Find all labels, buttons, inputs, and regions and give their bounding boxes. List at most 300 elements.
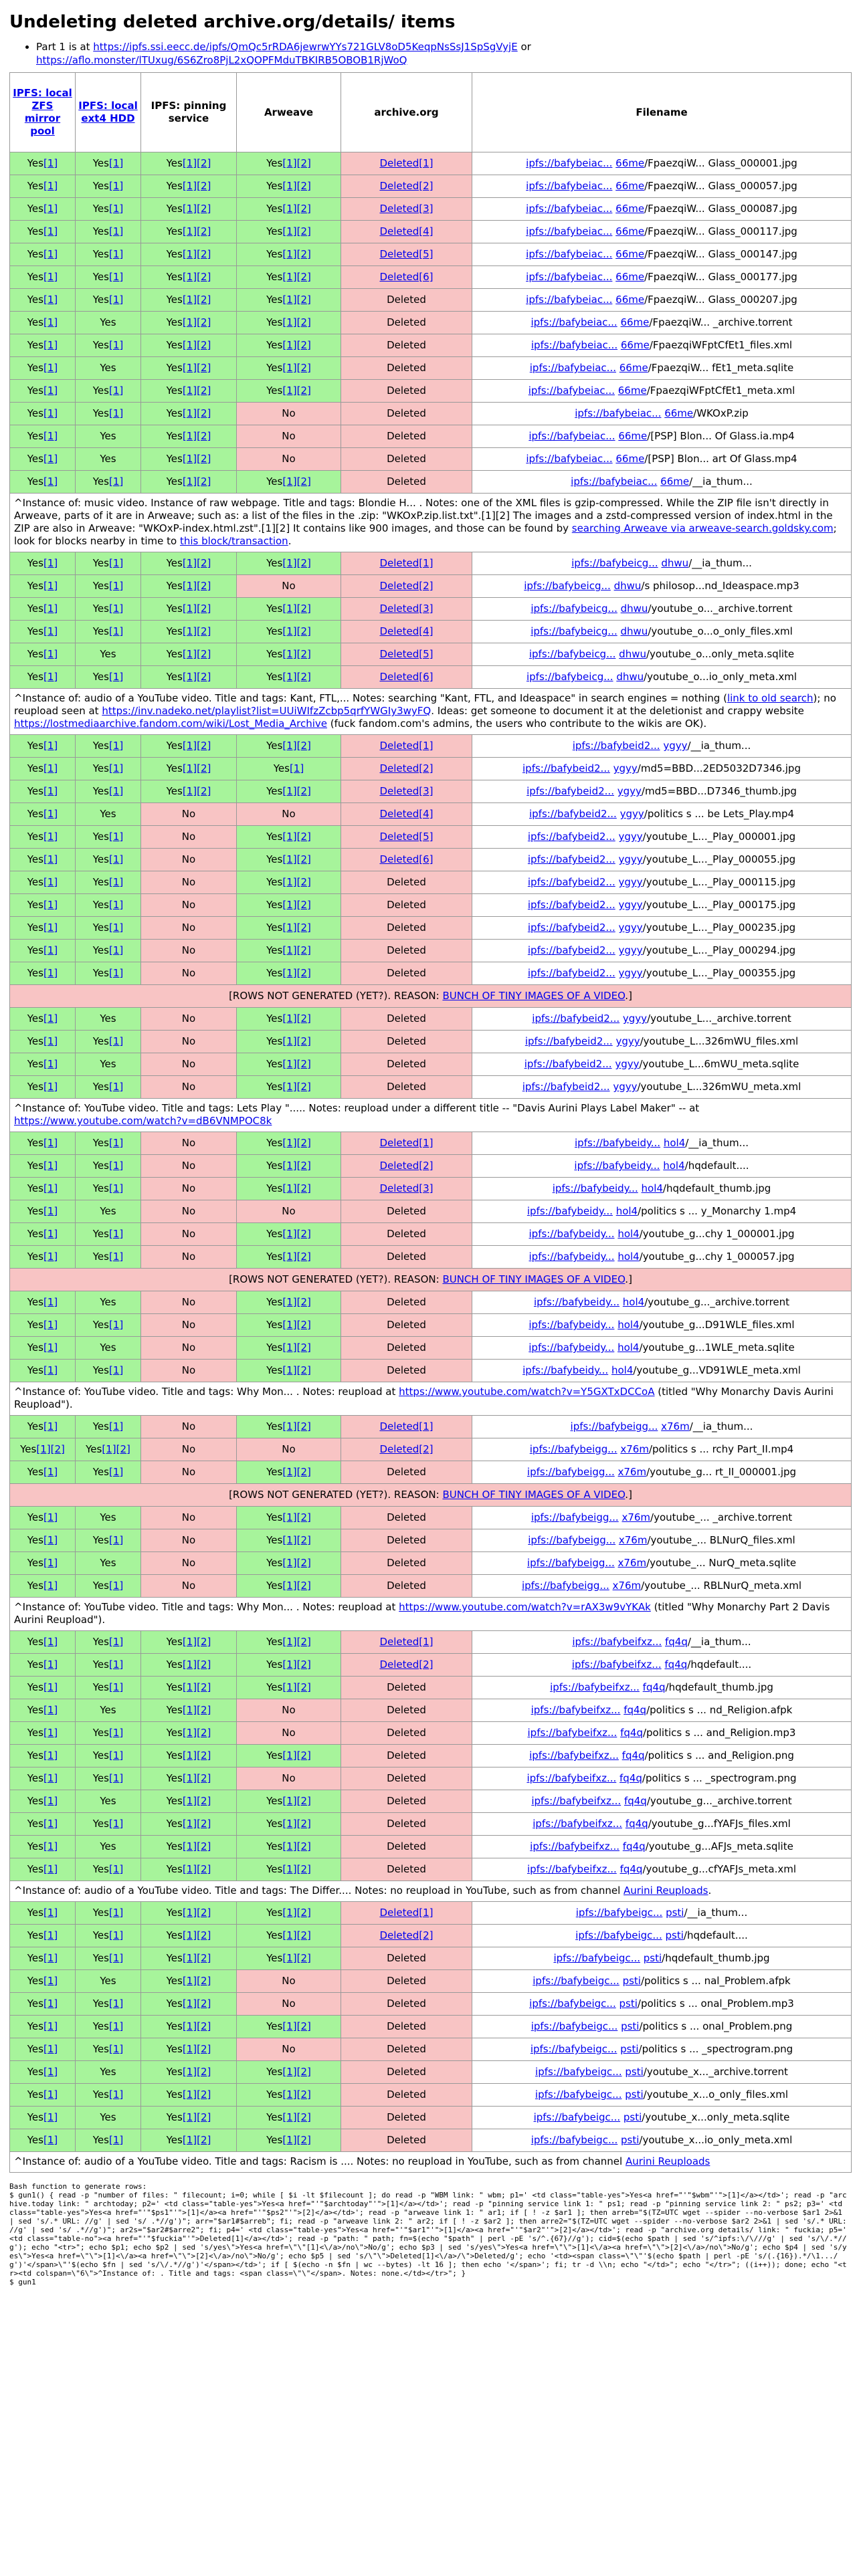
ipfs-path-link[interactable]: ipfs://bafybeiac...	[526, 157, 613, 169]
cell-ipfs-pinning-ref-link[interactable]: [1]	[182, 1975, 197, 1987]
ipfs-path-link[interactable]: ipfs://bafybeigc...	[531, 2020, 618, 2032]
ipfs-path-link[interactable]: ipfs://bafybeifxz...	[533, 1818, 623, 1830]
cell-arweave-ref-link[interactable]: [1]	[282, 1296, 297, 1308]
cell-ipfs-pinning-ref-link[interactable]: [2]	[197, 1929, 211, 1941]
cell-ipfs-local-hdd-ref-link[interactable]: [1]	[108, 1863, 124, 1875]
cell-arweave-ref-link[interactable]: [2]	[296, 740, 311, 752]
cell-arweave-ref-link[interactable]: [1]	[282, 1952, 297, 1964]
cell-ipfs-local-hdd-ref-link[interactable]: [1]	[102, 1443, 116, 1455]
cell-arweave-ref-link[interactable]: [2]	[296, 671, 311, 683]
header-ipfs-local-mirror[interactable]	[10, 73, 76, 152]
cell-ipfs-local-hdd-ref-link[interactable]: [1]	[108, 385, 124, 397]
ipfs-path-link[interactable]: ipfs://bafybeifxz...	[531, 1795, 622, 1807]
cell-arweave-ref-link[interactable]: [2]	[296, 1228, 311, 1240]
cell-ipfs-pinning-ref-link[interactable]: [1]	[182, 1704, 197, 1716]
cell-ipfs-pinning-ref-link[interactable]: [2]	[197, 475, 211, 488]
cell-arweave-ref-link[interactable]: [2]	[296, 1749, 311, 1761]
note-link[interactable]: this block/transaction	[179, 535, 288, 547]
cell-ipfs-local-hdd-ref-link[interactable]: [1]	[108, 740, 124, 752]
cell-arweave-ref-link[interactable]: [1]	[282, 1251, 297, 1263]
cell-ipfs-local-mirror-ref-link[interactable]: [1]	[43, 785, 58, 797]
cell-ipfs-local-mirror-ref-link[interactable]: [1]	[43, 1182, 58, 1194]
cell-ipfs-pinning-ref-link[interactable]: [2]	[197, 385, 211, 397]
cell-archive-org-link[interactable]: Deleted[3]	[379, 1182, 434, 1194]
cell-ipfs-local-hdd-ref-link[interactable]: [1]	[108, 157, 124, 169]
item-id-link[interactable]: dhwu	[619, 648, 646, 660]
cell-ipfs-pinning-ref-link[interactable]: [1]	[182, 2134, 197, 2146]
cell-arweave-ref-link[interactable]: [1]	[282, 1319, 297, 1331]
ipfs-path-link[interactable]: ipfs://bafybeigc...	[535, 2066, 622, 2078]
item-id-link[interactable]: fq4q	[619, 1772, 642, 1784]
cell-ipfs-local-hdd-ref-link[interactable]: [1]	[108, 2043, 124, 2055]
cell-arweave-ref-link[interactable]: [1]	[282, 339, 297, 351]
cell-ipfs-local-hdd-ref-link[interactable]: [1]	[108, 1658, 124, 1671]
cell-archive-org-link[interactable]: Deleted[1]	[379, 157, 434, 169]
ipfs-path-link[interactable]: ipfs://bafybeid2...	[524, 1035, 613, 1047]
ipfs-path-link[interactable]: ipfs://bafybeid2...	[572, 740, 660, 752]
cell-arweave-ref-link[interactable]: [1]	[282, 248, 297, 260]
item-id-link[interactable]: dhwu	[616, 671, 644, 683]
cell-ipfs-pinning-ref-link[interactable]: [2]	[197, 453, 211, 465]
cell-ipfs-pinning-ref-link[interactable]: [2]	[197, 2020, 211, 2032]
cell-arweave-ref-link[interactable]: [1]	[282, 648, 297, 660]
item-id-link[interactable]: psti	[621, 2134, 640, 2146]
ipfs-path-link[interactable]: ipfs://bafybeigg...	[531, 1511, 619, 1523]
cell-ipfs-local-mirror-ref-link[interactable]: [1]	[43, 271, 58, 283]
cell-ipfs-pinning-ref-link[interactable]: [2]	[197, 1681, 211, 1693]
cell-ipfs-pinning-ref-link[interactable]: [2]	[197, 580, 211, 592]
cell-ipfs-local-mirror-ref-link[interactable]: [1]	[43, 1296, 58, 1308]
item-id-link[interactable]: ygyy	[613, 762, 638, 774]
item-id-link[interactable]: ygyy	[615, 1058, 640, 1070]
ipfs-path-link[interactable]: ipfs://bafybeidy...	[529, 1228, 615, 1240]
cell-arweave-ref-link[interactable]: [1]	[282, 1636, 297, 1648]
ipfs-path-link[interactable]: ipfs://bafybeicg...	[571, 557, 658, 569]
item-id-link[interactable]: 66me	[620, 316, 650, 328]
cell-ipfs-pinning-ref-link[interactable]: [1]	[182, 1998, 197, 2010]
item-id-link[interactable]: ygyy	[663, 740, 688, 752]
cell-ipfs-pinning-ref-link[interactable]: [2]	[197, 671, 211, 683]
item-id-link[interactable]: ygyy	[618, 922, 643, 934]
cell-arweave-ref-link[interactable]: [1]	[282, 1137, 297, 1149]
item-id-link[interactable]: 66me	[617, 385, 647, 397]
cell-ipfs-local-hdd-ref-link[interactable]: [1]	[108, 1251, 124, 1263]
cell-ipfs-pinning-ref-link[interactable]: [2]	[197, 157, 211, 169]
cell-ipfs-local-hdd-ref-link[interactable]: [1]	[108, 407, 124, 419]
cell-ipfs-local-hdd-ref-link[interactable]: [1]	[108, 2020, 124, 2032]
cell-archive-org-link[interactable]: Deleted[2]	[379, 762, 434, 774]
cell-ipfs-local-hdd-ref-link[interactable]: [1]	[108, 339, 124, 351]
cell-arweave-ref-link[interactable]: [1]	[282, 625, 297, 637]
item-id-link[interactable]: ygyy	[618, 831, 643, 843]
ipfs-path-link[interactable]: ipfs://bafybeidy...	[533, 1296, 620, 1308]
ipfs-path-link[interactable]: ipfs://bafybeifxz...	[527, 1727, 617, 1739]
cell-arweave-ref-link[interactable]: [1]	[282, 2066, 297, 2078]
cell-ipfs-local-hdd-ref-link[interactable]: [1]	[108, 1772, 124, 1784]
cell-ipfs-local-hdd-ref-link[interactable]: [1]	[108, 2134, 124, 2146]
cell-ipfs-local-hdd-ref-link[interactable]: [1]	[108, 1420, 124, 1432]
cell-archive-org-link[interactable]: Deleted[6]	[379, 271, 434, 283]
note-link[interactable]: Aurini Reuploads	[624, 1885, 708, 1897]
cell-ipfs-pinning-ref-link[interactable]: [2]	[197, 1863, 211, 1875]
ipfs-path-link[interactable]: ipfs://bafybeid2...	[529, 808, 617, 820]
cell-ipfs-local-hdd-ref-link[interactable]: [1]	[108, 899, 124, 911]
cell-arweave-ref-link[interactable]: [1]	[282, 740, 297, 752]
cell-arweave-ref-link[interactable]: [2]	[296, 625, 311, 637]
ipfs-path-link[interactable]: ipfs://bafybeiac...	[526, 225, 613, 237]
cell-ipfs-local-mirror-ref-link[interactable]: [1]	[43, 2020, 58, 2032]
item-id-link[interactable]: ygyy	[619, 808, 644, 820]
item-id-link[interactable]: fq4q	[664, 1658, 688, 1671]
cell-ipfs-local-mirror-ref-link[interactable]: [1]	[43, 603, 58, 615]
cell-arweave-ref-link[interactable]: [1]	[282, 1035, 297, 1047]
cell-ipfs-local-mirror-ref-link[interactable]: [1]	[43, 1466, 58, 1478]
cell-arweave-ref-link[interactable]: [2]	[296, 785, 311, 797]
cell-arweave-ref-link[interactable]: [1]	[282, 157, 297, 169]
cell-ipfs-local-mirror-ref-link[interactable]: [1]	[43, 922, 58, 934]
ipfs-path-link[interactable]: ipfs://bafybeifxz...	[527, 1772, 617, 1784]
cell-ipfs-pinning-ref-link[interactable]: [2]	[197, 1749, 211, 1761]
item-id-link[interactable]: fq4q	[622, 1840, 646, 1852]
note-link[interactable]: Aurini Reuploads	[625, 2155, 710, 2167]
cell-ipfs-local-mirror-ref-link[interactable]: [1]	[43, 362, 58, 374]
cell-ipfs-local-mirror-ref-link[interactable]: [1]	[43, 1205, 58, 1217]
ipfs-path-link[interactable]: ipfs://bafybeid2...	[527, 785, 614, 797]
cell-ipfs-local-mirror-ref-link[interactable]: [1]	[43, 294, 58, 306]
item-id-link[interactable]: x76m	[618, 1534, 648, 1546]
item-id-link[interactable]: x76m	[617, 1466, 647, 1478]
cell-ipfs-local-hdd-ref-link[interactable]: [1]	[108, 1907, 124, 1919]
item-id-link[interactable]: x76m	[620, 1443, 649, 1455]
cell-ipfs-local-mirror-ref-link[interactable]: [1]	[43, 1681, 58, 1693]
cell-ipfs-local-mirror-ref-link[interactable]: [1]	[43, 1511, 58, 1523]
cell-arweave-ref-link[interactable]: [2]	[296, 1137, 311, 1149]
cell-ipfs-local-mirror-ref-link[interactable]: [1]	[43, 385, 58, 397]
cell-arweave-ref-link[interactable]: [1]	[282, 1795, 297, 1807]
item-id-link[interactable]: ygyy	[618, 944, 643, 956]
cell-ipfs-local-hdd-ref-link[interactable]: [1]	[108, 557, 124, 569]
cell-ipfs-pinning-ref-link[interactable]: [2]	[197, 1952, 211, 1964]
cell-ipfs-pinning-ref-link[interactable]: [2]	[197, 2111, 211, 2123]
cell-ipfs-local-hdd-ref-link[interactable]: [1]	[108, 1081, 124, 1093]
cell-arweave-ref-link[interactable]: [1]	[282, 1929, 297, 1941]
item-id-link[interactable]: hol4	[617, 1319, 640, 1331]
cell-arweave-ref-link[interactable]: [2]	[296, 967, 311, 979]
ipfs-path-link[interactable]: ipfs://bafybeiac...	[571, 475, 658, 488]
cell-ipfs-local-mirror-ref-link[interactable]: [1]	[43, 1580, 58, 1592]
cell-archive-org-link[interactable]: Deleted[6]	[379, 853, 434, 865]
cell-ipfs-local-mirror-ref-link[interactable]: [1]	[43, 580, 58, 592]
item-id-link[interactable]: fq4q	[624, 1704, 647, 1716]
item-id-link[interactable]: 66me	[615, 294, 645, 306]
cell-arweave-ref-link[interactable]: [1]	[282, 1818, 297, 1830]
cell-arweave-ref-link[interactable]: [2]	[296, 1511, 311, 1523]
cell-archive-org-link[interactable]: Deleted[5]	[379, 648, 434, 660]
cell-arweave-ref-link[interactable]: [2]	[296, 1636, 311, 1648]
item-id-link[interactable]: dhwu	[620, 625, 648, 637]
cell-ipfs-local-mirror-ref-link[interactable]: [1]	[43, 1840, 58, 1852]
cell-ipfs-local-hdd-ref-link[interactable]: [1]	[108, 1636, 124, 1648]
item-id-link[interactable]: 66me	[619, 362, 648, 374]
cell-archive-org-link[interactable]: Deleted[2]	[379, 1929, 434, 1941]
cell-ipfs-local-hdd-ref-link[interactable]: [1]	[108, 1681, 124, 1693]
header-ipfs-local-hdd[interactable]	[76, 73, 141, 152]
cell-ipfs-pinning-ref-link[interactable]: [2]	[197, 648, 211, 660]
cell-ipfs-pinning-ref-link[interactable]: [2]	[197, 785, 211, 797]
cell-ipfs-local-mirror-ref-link[interactable]: [2]	[50, 1443, 65, 1455]
cell-ipfs-local-mirror-ref-link[interactable]: [1]	[43, 225, 58, 237]
cell-arweave-ref-link[interactable]: [1]	[282, 1658, 297, 1671]
item-id-link[interactable]: ygyy	[613, 1081, 638, 1093]
cell-ipfs-pinning-ref-link[interactable]: [1]	[182, 2066, 197, 2078]
cell-ipfs-pinning-ref-link[interactable]: [1]	[182, 1907, 197, 1919]
cell-arweave-ref-link[interactable]: [1]	[282, 1580, 297, 1592]
ipfs-path-link[interactable]: ipfs://bafybeigg...	[570, 1420, 658, 1432]
item-id-link[interactable]: 66me	[618, 430, 648, 442]
cell-arweave-ref-link[interactable]: [1]	[282, 271, 297, 283]
cell-ipfs-local-hdd-ref-link[interactable]: [1]	[108, 1580, 124, 1592]
cell-ipfs-local-hdd-ref-link[interactable]: [1]	[108, 1749, 124, 1761]
cell-ipfs-pinning-ref-link[interactable]: [1]	[182, 225, 197, 237]
cell-ipfs-local-mirror-ref-link[interactable]: [1]	[43, 1636, 58, 1648]
ipfs-path-link[interactable]: ipfs://bafybeigc...	[529, 1998, 616, 2010]
item-id-link[interactable]: x76m	[612, 1580, 642, 1592]
cell-arweave-ref-link[interactable]: [2]	[296, 1840, 311, 1852]
cell-ipfs-local-hdd-ref-link[interactable]: [1]	[108, 1818, 124, 1830]
cell-ipfs-pinning-ref-link[interactable]: [2]	[197, 1795, 211, 1807]
cell-ipfs-pinning-ref-link[interactable]: [2]	[197, 2066, 211, 2078]
cell-arweave-ref-link[interactable]: [2]	[296, 475, 311, 488]
ipfs-path-link[interactable]: ipfs://bafybeiac...	[529, 430, 615, 442]
cell-ipfs-pinning-ref-link[interactable]: [1]	[182, 430, 197, 442]
cell-arweave-ref-link[interactable]: [2]	[296, 1035, 311, 1047]
cell-ipfs-pinning-ref-link[interactable]: [1]	[182, 740, 197, 752]
cell-arweave-ref-link[interactable]: [1]	[282, 1182, 297, 1194]
cell-ipfs-local-mirror-ref-link[interactable]: [1]	[43, 2111, 58, 2123]
item-id-link[interactable]: ygyy	[622, 1012, 648, 1025]
cell-ipfs-pinning-ref-link[interactable]: [2]	[197, 362, 211, 374]
cell-arweave-ref-link[interactable]: [2]	[296, 385, 311, 397]
cell-ipfs-local-mirror-ref-link[interactable]: [1]	[43, 557, 58, 569]
cell-arweave-ref-link[interactable]: [1]	[282, 316, 297, 328]
cell-ipfs-pinning-ref-link[interactable]: [1]	[182, 2020, 197, 2032]
item-id-link[interactable]: ygyy	[617, 785, 642, 797]
gap-link[interactable]: BUNCH OF TINY IMAGES OF A VIDEO	[442, 990, 626, 1002]
ipfs-path-link[interactable]: ipfs://bafybeidy...	[529, 1341, 615, 1354]
ipfs-path-link[interactable]: ipfs://bafybeidy...	[529, 1319, 615, 1331]
ipfs-path-link[interactable]: ipfs://bafybeicg...	[531, 603, 617, 615]
cell-archive-org-link[interactable]: Deleted[1]	[379, 1636, 434, 1648]
ipfs-path-link[interactable]: ipfs://bafybeigc...	[533, 2111, 621, 2123]
cell-arweave-ref-link[interactable]: [1]	[282, 1420, 297, 1432]
cell-ipfs-pinning-ref-link[interactable]: [1]	[182, 180, 197, 192]
note-link[interactable]: https://lostmediaarchive.fandom.com/wiki/Lost_Media_Archive	[14, 718, 327, 730]
cell-ipfs-pinning-ref-link[interactable]: [2]	[197, 1658, 211, 1671]
cell-ipfs-local-mirror-ref-link[interactable]: [1]	[43, 762, 58, 774]
cell-ipfs-local-mirror-ref-link[interactable]: [1]	[43, 808, 58, 820]
cell-arweave-ref-link[interactable]: [2]	[296, 1557, 311, 1569]
cell-ipfs-pinning-ref-link[interactable]: [2]	[197, 625, 211, 637]
cell-arweave-ref-link[interactable]: [2]	[296, 1863, 311, 1875]
cell-ipfs-local-mirror-ref-link[interactable]: [1]	[43, 339, 58, 351]
cell-archive-org-link[interactable]: Deleted[3]	[379, 203, 434, 215]
cell-ipfs-local-mirror-ref-link[interactable]: [1]	[43, 1795, 58, 1807]
cell-arweave-ref-link[interactable]: [1]	[282, 785, 297, 797]
cell-ipfs-local-hdd-ref-link[interactable]: [1]	[108, 2088, 124, 2101]
cell-ipfs-pinning-ref-link[interactable]: [1]	[182, 1929, 197, 1941]
cell-arweave-ref-link[interactable]: [1]	[282, 180, 297, 192]
ipfs-path-link[interactable]: ipfs://bafybeigc...	[533, 1975, 619, 1987]
cell-ipfs-pinning-ref-link[interactable]: [1]	[182, 603, 197, 615]
cell-ipfs-pinning-ref-link[interactable]: [2]	[197, 1998, 211, 2010]
cell-arweave-ref-link[interactable]: [1]	[282, 1534, 297, 1546]
ipfs-path-link[interactable]: ipfs://bafybeiac...	[528, 385, 615, 397]
item-id-link[interactable]: fq4q	[625, 1818, 648, 1830]
cell-ipfs-local-hdd-ref-link[interactable]: [1]	[108, 671, 124, 683]
cell-ipfs-local-mirror-ref-link[interactable]: [1]	[43, 1749, 58, 1761]
ipfs-path-link[interactable]: ipfs://bafybeicg...	[524, 580, 611, 592]
cell-ipfs-local-hdd-ref-link[interactable]: [1]	[108, 180, 124, 192]
cell-ipfs-pinning-ref-link[interactable]: [1]	[182, 316, 197, 328]
cell-archive-org-link[interactable]: Deleted[5]	[379, 831, 434, 843]
cell-ipfs-local-hdd-ref-link[interactable]: [1]	[108, 1364, 124, 1376]
item-id-link[interactable]: x76m	[661, 1420, 690, 1432]
item-id-link[interactable]: hol4	[622, 1296, 645, 1308]
item-id-link[interactable]: 66me	[615, 157, 645, 169]
cell-arweave-ref-link[interactable]: [1]	[282, 1081, 297, 1093]
cell-arweave-ref-link[interactable]: [2]	[296, 1580, 311, 1592]
cell-arweave-ref-link[interactable]: [2]	[296, 899, 311, 911]
cell-arweave-ref-link[interactable]: [1]	[282, 1907, 297, 1919]
cell-arweave-ref-link[interactable]: [1]	[282, 1863, 297, 1875]
ipfs-path-link[interactable]: ipfs://bafybeiac...	[526, 294, 613, 306]
item-id-link[interactable]: ygyy	[615, 1035, 640, 1047]
item-id-link[interactable]: fq4q	[620, 1727, 643, 1739]
gap-link[interactable]: BUNCH OF TINY IMAGES OF A VIDEO	[442, 1489, 626, 1501]
cell-ipfs-local-mirror-ref-link[interactable]: [1]	[43, 1319, 58, 1331]
ipfs-path-link[interactable]: ipfs://bafybeigc...	[553, 1952, 640, 1964]
cell-arweave-ref-link[interactable]: [1]	[282, 1228, 297, 1240]
ipfs-path-link[interactable]: ipfs://bafybeiac...	[526, 203, 613, 215]
cell-ipfs-local-mirror-ref-link[interactable]: [1]	[43, 475, 58, 488]
cell-arweave-ref-link[interactable]: [2]	[296, 2020, 311, 2032]
ipfs-path-link[interactable]: ipfs://bafybeiac...	[526, 180, 613, 192]
ipfs-path-link[interactable]: ipfs://bafybeidy...	[522, 1364, 609, 1376]
cell-ipfs-local-hdd-ref-link[interactable]: [1]	[108, 1319, 124, 1331]
ipfs-path-link[interactable]: ipfs://bafybeigg...	[521, 1580, 609, 1592]
cell-ipfs-pinning-ref-link[interactable]: [2]	[197, 294, 211, 306]
cell-ipfs-local-mirror-ref-link[interactable]: [1]	[43, 1907, 58, 1919]
cell-arweave-ref-link[interactable]: [2]	[296, 225, 311, 237]
cell-arweave-ref-link[interactable]: [2]	[296, 1081, 311, 1093]
cell-archive-org-link[interactable]: Deleted[6]	[379, 671, 434, 683]
cell-archive-org-link[interactable]: Deleted[5]	[379, 248, 434, 260]
cell-ipfs-pinning-ref-link[interactable]: [1]	[182, 648, 197, 660]
cell-arweave-ref-link[interactable]: [1]	[282, 1466, 297, 1478]
cell-ipfs-local-mirror-ref-link[interactable]: [1]	[43, 1727, 58, 1739]
ipfs-path-link[interactable]: ipfs://bafybeiac...	[575, 407, 662, 419]
item-id-link[interactable]: psti	[625, 2088, 644, 2101]
item-id-link[interactable]: hol4	[663, 1160, 685, 1172]
cell-arweave-ref-link[interactable]: [1]	[282, 1681, 297, 1693]
cell-ipfs-local-mirror-ref-link[interactable]: [1]	[43, 316, 58, 328]
cell-arweave-ref-link[interactable]: [1]	[282, 2134, 297, 2146]
item-id-link[interactable]: 66me	[615, 271, 645, 283]
cell-arweave-ref-link[interactable]: [2]	[296, 180, 311, 192]
ipfs-path-link[interactable]: ipfs://bafybeidy...	[527, 1205, 613, 1217]
cell-archive-org-link[interactable]: Deleted[1]	[379, 740, 434, 752]
cell-ipfs-pinning-ref-link[interactable]: [1]	[182, 1636, 197, 1648]
cell-arweave-ref-link[interactable]: [2]	[296, 648, 311, 660]
note-link[interactable]: https://www.youtube.com/watch?v=rAX3w9vYKAk	[399, 1601, 651, 1613]
ipfs-path-link[interactable]: ipfs://bafybeicg...	[531, 625, 617, 637]
cell-arweave-ref-link[interactable]: [2]	[296, 1319, 311, 1331]
cell-ipfs-local-mirror-ref-link[interactable]: [1]	[43, 1818, 58, 1830]
cell-ipfs-local-mirror-ref-link[interactable]: [1]	[43, 1420, 58, 1432]
cell-ipfs-pinning-ref-link[interactable]: [2]	[197, 740, 211, 752]
cell-ipfs-pinning-ref-link[interactable]: [2]	[197, 1727, 211, 1739]
cell-ipfs-pinning-ref-link[interactable]: [2]	[197, 1704, 211, 1716]
cell-ipfs-local-mirror-ref-link[interactable]: [1]	[43, 157, 58, 169]
cell-ipfs-pinning-ref-link[interactable]: [1]	[182, 1840, 197, 1852]
item-id-link[interactable]: x76m	[617, 1557, 647, 1569]
cell-ipfs-pinning-ref-link[interactable]: [1]	[182, 475, 197, 488]
cell-arweave-ref-link[interactable]: [1]	[282, 225, 297, 237]
item-id-link[interactable]: ygyy	[618, 967, 643, 979]
cell-ipfs-pinning-ref-link[interactable]: [1]	[182, 2043, 197, 2055]
cell-ipfs-pinning-ref-link[interactable]: [1]	[182, 1658, 197, 1671]
ipfs-path-link[interactable]: ipfs://bafybeid2...	[524, 1058, 612, 1070]
cell-ipfs-local-hdd-ref-link[interactable]: [1]	[108, 967, 124, 979]
cell-ipfs-pinning-ref-link[interactable]: [1]	[182, 2111, 197, 2123]
cell-ipfs-local-mirror-ref-link[interactable]: [1]	[43, 2134, 58, 2146]
cell-arweave-ref-link[interactable]: [1]	[282, 1058, 297, 1070]
ipfs-path-link[interactable]: ipfs://bafybeiac...	[531, 339, 618, 351]
item-id-link[interactable]: 66me	[620, 339, 650, 351]
item-id-link[interactable]: hol4	[611, 1364, 634, 1376]
cell-ipfs-local-mirror-ref-link[interactable]: [1]	[43, 1081, 58, 1093]
ipfs-path-link[interactable]: ipfs://bafybeigc...	[531, 2134, 618, 2146]
cell-arweave-ref-link[interactable]: [1]	[289, 762, 304, 774]
cell-arweave-ref-link[interactable]: [2]	[296, 1182, 311, 1194]
cell-ipfs-pinning-ref-link[interactable]: [1]	[182, 1952, 197, 1964]
cell-arweave-ref-link[interactable]: [2]	[296, 1818, 311, 1830]
cell-ipfs-local-mirror-ref-link[interactable]: [1]	[43, 180, 58, 192]
item-id-link[interactable]: x76m	[622, 1511, 651, 1523]
cell-archive-org-link[interactable]: Deleted[1]	[379, 1907, 434, 1919]
ipfs-path-link[interactable]: ipfs://bafybeigg...	[528, 1534, 616, 1546]
cell-ipfs-pinning-ref-link[interactable]: [2]	[197, 1772, 211, 1784]
item-id-link[interactable]: hol4	[615, 1205, 638, 1217]
cell-arweave-ref-link[interactable]: [1]	[282, 2111, 297, 2123]
cell-arweave-ref-link[interactable]: [2]	[296, 944, 311, 956]
ipfs-path-link[interactable]: ipfs://bafybeigg...	[527, 1557, 615, 1569]
cell-arweave-ref-link[interactable]: [2]	[296, 1058, 311, 1070]
cell-archive-org-link[interactable]: Deleted[4]	[379, 625, 434, 637]
cell-ipfs-pinning-ref-link[interactable]: [1]	[182, 203, 197, 215]
cell-arweave-ref-link[interactable]: [1]	[282, 557, 297, 569]
cell-arweave-ref-link[interactable]: [2]	[296, 1929, 311, 1941]
cell-arweave-ref-link[interactable]: [1]	[282, 2020, 297, 2032]
ipfs-path-link[interactable]: ipfs://bafybeid2...	[532, 1012, 620, 1025]
cell-ipfs-local-mirror-ref-link[interactable]: [1]	[43, 1557, 58, 1569]
cell-ipfs-pinning-ref-link[interactable]: [1]	[182, 1818, 197, 1830]
cell-archive-org-link[interactable]: Deleted[1]	[379, 1420, 434, 1432]
cell-ipfs-local-mirror-ref-link[interactable]: [1]	[43, 203, 58, 215]
cell-ipfs-local-mirror-ref-link[interactable]: [1]	[43, 1160, 58, 1172]
cell-ipfs-pinning-ref-link[interactable]: [1]	[182, 339, 197, 351]
cell-ipfs-pinning-ref-link[interactable]: [1]	[182, 1772, 197, 1784]
